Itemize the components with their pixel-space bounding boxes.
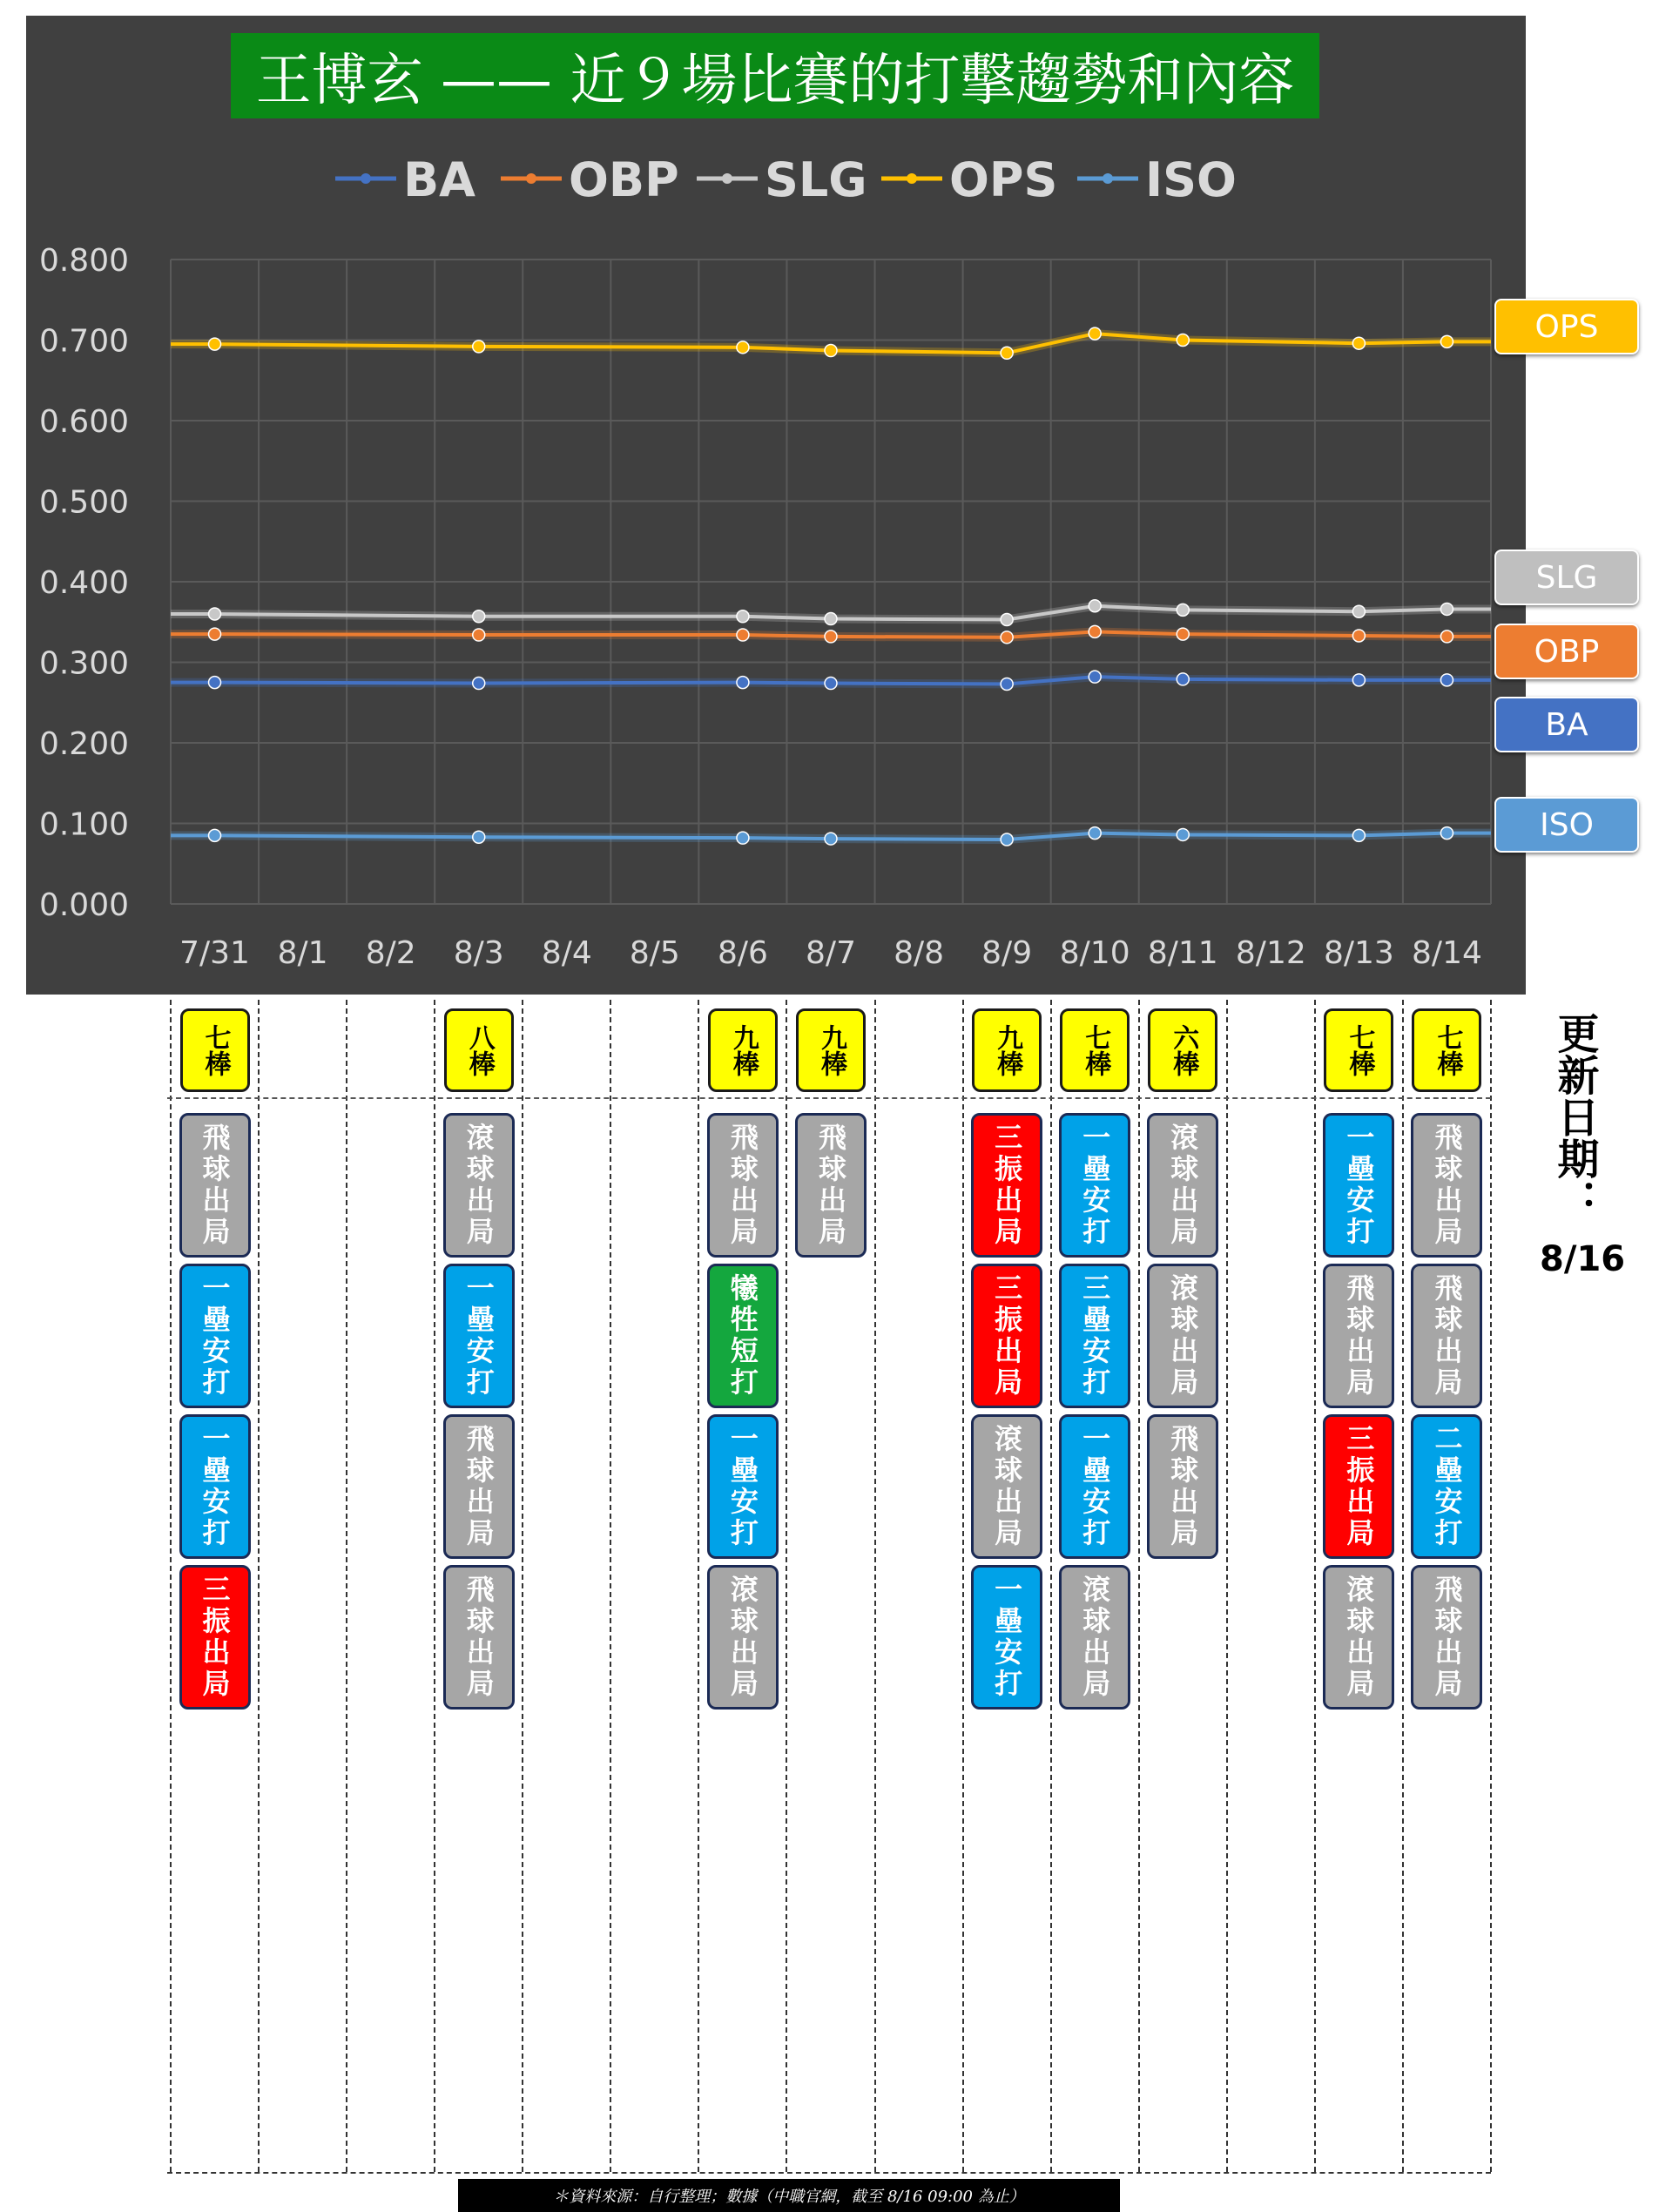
at-bat-result: 飛球出局	[1147, 1414, 1218, 1559]
y-tick-label: 0.600	[38, 404, 129, 440]
batting-order-badge: 六棒	[1148, 1008, 1217, 1092]
side-label-iso: ISO	[1494, 797, 1639, 853]
data-point-ba	[209, 677, 221, 689]
at-bat-result: 滾球出局	[1147, 1113, 1218, 1258]
batting-order-badge: 七棒	[1060, 1008, 1130, 1092]
data-point-ba	[1001, 678, 1013, 690]
batting-order-badge: 九棒	[796, 1008, 866, 1092]
column-divider	[1226, 1000, 1228, 2172]
y-tick-label: 0.800	[38, 243, 129, 279]
column-divider	[962, 1000, 964, 2172]
side-label-ba: BA	[1494, 697, 1639, 752]
side-label-slg: SLG	[1494, 550, 1639, 605]
column-divider	[170, 1000, 172, 2172]
column-divider	[1138, 1000, 1140, 2172]
x-tick-label: 8/1	[277, 935, 328, 971]
column-divider	[522, 1000, 523, 2172]
at-bat-result: 飛球出局	[443, 1414, 515, 1559]
legend-marker-iso	[1103, 173, 1113, 184]
x-tick-label: 8/6	[717, 935, 768, 971]
column-divider	[610, 1000, 611, 2172]
column-divider	[1490, 1000, 1492, 2172]
x-tick-label: 8/10	[1059, 935, 1130, 971]
data-point-slg	[825, 613, 837, 625]
data-point-ba	[1177, 673, 1189, 685]
legend-marker-slg	[722, 173, 732, 184]
data-point-ops	[1001, 347, 1013, 359]
y-tick-label: 0.400	[38, 565, 129, 601]
y-tick-label: 0.300	[38, 645, 129, 682]
data-point-slg	[737, 610, 749, 623]
data-point-slg	[1001, 613, 1013, 625]
update-date-value: 8/16	[1540, 1239, 1626, 1279]
at-bat-result: 三振出局	[971, 1113, 1042, 1258]
update-date	[1540, 1012, 1626, 1284]
data-point-slg	[1352, 605, 1365, 617]
data-point-ops	[473, 341, 485, 353]
at-bat-result: 三振出局	[1323, 1414, 1394, 1559]
at-bat-result: 一壘安打	[707, 1414, 779, 1559]
x-tick-label: 8/5	[629, 935, 680, 971]
data-point-ba	[737, 677, 749, 689]
data-point-ba	[1440, 674, 1453, 686]
at-bat-result: 一壘安打	[179, 1414, 251, 1559]
data-point-obp	[1440, 631, 1453, 643]
batting-order-badge: 九棒	[972, 1008, 1042, 1092]
x-tick-label: 8/11	[1147, 935, 1218, 971]
at-bat-result: 一壘安打	[1059, 1113, 1130, 1258]
data-point-ba	[1089, 671, 1101, 683]
data-point-obp	[209, 628, 221, 640]
data-point-ba	[825, 678, 837, 690]
data-point-ops	[825, 345, 837, 357]
batting-order-badge: 七棒	[180, 1008, 250, 1092]
y-tick-label: 0.500	[38, 484, 129, 521]
data-point-obp	[473, 629, 485, 641]
x-tick-label: 8/3	[453, 935, 504, 971]
data-point-obp	[1089, 625, 1101, 637]
data-point-iso	[209, 829, 221, 841]
x-tick-label: 7/31	[179, 935, 250, 971]
update-label: 更新日期：	[1550, 1012, 1599, 1221]
x-tick-label: 8/12	[1235, 935, 1306, 971]
at-bat-result: 滾球出局	[1323, 1565, 1394, 1710]
at-bat-result: 二壘安打	[1411, 1414, 1482, 1559]
column-divider	[346, 1000, 347, 2172]
at-bat-result: 飛球出局	[1411, 1565, 1482, 1710]
column-divider	[874, 1000, 876, 2172]
at-bat-result: 飛球出局	[707, 1113, 779, 1258]
x-tick-label: 8/7	[806, 935, 856, 971]
data-point-iso	[1089, 827, 1101, 840]
data-point-obp	[1352, 630, 1365, 642]
x-tick-label: 8/4	[541, 935, 592, 971]
data-point-ops	[737, 341, 749, 354]
batting-order-badge: 八棒	[444, 1008, 514, 1092]
at-bat-result: 飛球出局	[1323, 1264, 1394, 1408]
column-divider	[786, 1000, 787, 2172]
at-bat-result: 一壘安打	[971, 1565, 1042, 1710]
legend-label-obp: OBP	[569, 152, 679, 207]
data-point-ops	[1177, 334, 1189, 347]
at-bat-result: 三壘安打	[1059, 1264, 1130, 1408]
data-point-ops	[209, 338, 221, 350]
legend-marker-ops	[907, 173, 917, 184]
column-divider	[434, 1000, 435, 2172]
data-point-iso	[473, 831, 485, 843]
at-bat-result: 飛球出局	[1411, 1264, 1482, 1408]
y-tick-label: 0.100	[38, 806, 129, 843]
side-label-ops: OPS	[1494, 299, 1639, 354]
chart-title: 王博玄 —— 近９場比賽的打擊趨勢和內容	[231, 33, 1319, 118]
data-point-iso	[1177, 828, 1189, 840]
at-bat-result: 一壘安打	[179, 1264, 251, 1408]
data-point-obp	[825, 631, 837, 643]
at-bat-result: 飛球出局	[443, 1565, 515, 1710]
data-point-slg	[1089, 600, 1101, 612]
batting-order-badge: 七棒	[1412, 1008, 1481, 1092]
data-point-ba	[473, 678, 485, 690]
at-bat-result: 飛球出局	[179, 1113, 251, 1258]
at-bat-result: 三振出局	[971, 1264, 1042, 1408]
at-bat-result: 滾球出局	[443, 1113, 515, 1258]
at-bat-result: 滾球出局	[707, 1565, 779, 1710]
batting-order-badge: 九棒	[708, 1008, 778, 1092]
legend-marker-ba	[361, 173, 371, 184]
at-bat-result: 飛球出局	[795, 1113, 867, 1258]
at-bat-result: 滾球出局	[1147, 1264, 1218, 1408]
bottom-border	[167, 2172, 1491, 2174]
legend-label-slg: SLG	[765, 152, 867, 207]
data-point-obp	[737, 629, 749, 641]
column-divider	[258, 1000, 260, 2172]
x-tick-label: 8/14	[1412, 935, 1482, 971]
column-divider	[1314, 1000, 1316, 2172]
at-bat-result: 一壘安打	[1323, 1113, 1394, 1258]
column-divider	[1050, 1000, 1052, 2172]
column-divider	[698, 1000, 699, 2172]
data-point-iso	[825, 833, 837, 845]
data-point-slg	[1177, 604, 1189, 616]
data-point-ops	[1440, 335, 1453, 347]
data-point-ops	[1352, 337, 1365, 349]
side-label-obp: OBP	[1494, 624, 1639, 679]
y-tick-label: 0.200	[38, 726, 129, 762]
source-footer: ＊資料來源：自行整理；數據（中職官網，截至 8/16 09:00 為止）	[458, 2179, 1120, 2212]
data-point-iso	[1440, 827, 1453, 840]
data-point-obp	[1177, 628, 1189, 640]
data-point-ba	[1352, 674, 1365, 686]
x-tick-label: 8/9	[981, 935, 1033, 971]
column-divider	[1402, 1000, 1404, 2172]
at-bat-result: 一壘安打	[443, 1264, 515, 1408]
x-tick-label: 8/8	[894, 935, 945, 971]
x-tick-label: 8/13	[1323, 935, 1394, 971]
x-tick-label: 8/2	[365, 935, 416, 971]
y-tick-label: 0.000	[38, 887, 129, 923]
batting-order-badge: 七棒	[1324, 1008, 1393, 1092]
legend-marker-obp	[526, 173, 536, 184]
data-point-ops	[1089, 327, 1101, 340]
data-point-slg	[209, 608, 221, 620]
legend-label-ops: OPS	[949, 152, 1058, 207]
y-tick-label: 0.700	[38, 323, 129, 360]
data-point-iso	[1352, 829, 1365, 841]
order-separator	[167, 1097, 1491, 1099]
data-point-iso	[737, 832, 749, 844]
data-point-iso	[1001, 833, 1013, 846]
at-bat-result: 滾球出局	[971, 1414, 1042, 1559]
at-bat-result: 三振出局	[179, 1565, 251, 1710]
at-bat-result: 犧牲短打	[707, 1264, 779, 1408]
line-chart	[0, 0, 1659, 1001]
at-bat-result: 飛球出局	[1411, 1113, 1482, 1258]
legend-label-ba: BA	[403, 152, 475, 207]
data-point-slg	[473, 610, 485, 623]
at-bat-result: 滾球出局	[1059, 1565, 1130, 1710]
at-bat-result: 一壘安打	[1059, 1414, 1130, 1559]
data-point-slg	[1440, 603, 1453, 615]
data-point-obp	[1001, 631, 1013, 644]
legend-label-iso: ISO	[1145, 152, 1237, 207]
